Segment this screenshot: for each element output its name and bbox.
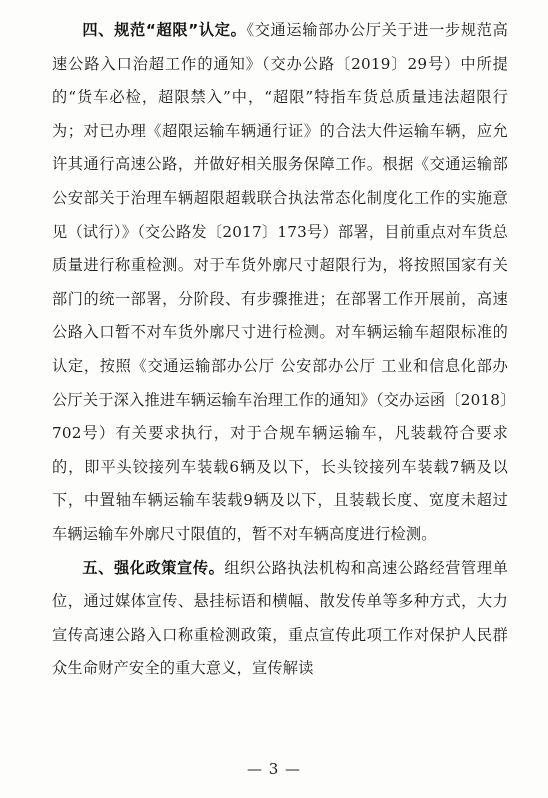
section-five-paragraph (52, 552, 508, 686)
section-five-body: 组织公路执法机构和高速公路经营管理单位，通过媒体宣传、悬挂标语和横幅、散发传单等多种方式，大力宣传高速公路入口称重检测政策，重点宣传此项工作对保护人民群众生命财产安全的重大意义，宣传解读 (52, 558, 508, 678)
section-five-heading: 五、强化政策宣传。 (82, 558, 225, 577)
page-number: — 3 — (246, 760, 302, 778)
document-body (52, 14, 508, 686)
section-four-body: 《交通运输部办公厅关于进一步规范高速公路入口治超工作的通知》（交办公路〔2019〕29号）中所提的“货车必检，超限禁入”中，“超限”特指车货总质量违法超限行为；对已办理《超限运输车辆通行证》的合法大件运输车辆，应允许其通行高速公路，并做好相关服务保障工作。根据《交通运输部 公安部关于治理车辆超限超载联合执法常态化制度化工作的实施意见（试行）》（交公路发〔2017〕173号）部署，目前重点对车货总质量进行称重检测。对于车货外廓尺寸超限行为，将按照国家有关部门的统一部署，分阶段、有步骤推进；在部署工作开展前，高速公路入口暂不对车货外廓尺寸进行检测。对车辆运输车超限标准的认定，按照《交通运输部办公厅 公安部办公厅 工业和信息化部办公厅关于深入推进车辆运输车治理工作的通知》（交办运函〔2018〕702号）有关要求执行，对于合规车辆运输车，凡装载符合要求的，即平头铰接列车装载6辆及以下，长头铰接列车装载7辆及以下，中置轴车辆运输车装载9辆及以下，且装载长度、宽度未超过车辆运输车外廓尺寸限值的，暂不对车辆高度进行检测。 (52, 21, 508, 543)
section-four-heading: 四、规范“超限”认定。 (82, 21, 247, 39)
section-four-paragraph (52, 14, 508, 552)
